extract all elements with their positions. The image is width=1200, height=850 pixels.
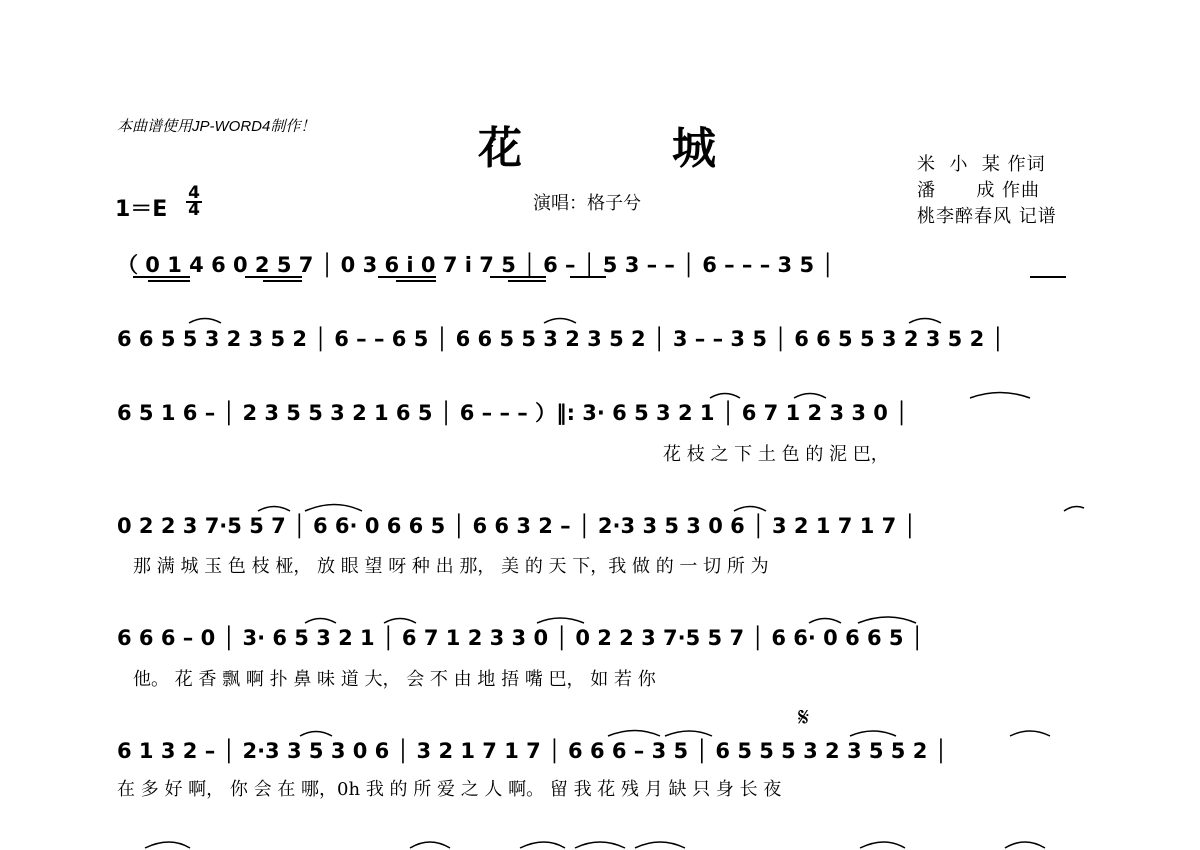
time-signature-bottom: 4: [188, 200, 200, 220]
key-label: 1＝E: [115, 197, 168, 222]
composer-credit: 潘 成 作曲: [917, 180, 1041, 201]
segno-sign: 𝄋: [798, 703, 810, 733]
score-row-lyrics: 在 多 好 啊， 你 会 在 哪，0h 我 的 所 爱 之 人 啊。 留 我 花 残 月 缺 只 身 长 夜: [117, 779, 782, 800]
software-note: 本曲谱使用JP-WORD4制作！: [117, 118, 316, 135]
song-title-char-2: 城: [672, 123, 716, 174]
score-row-notes: 6 1 3 2 – │ 2·3 3 5 3 0 6 │ 3 2 1 7 1 7 │ 6 6 6 – 3 5 │ 6 5 5 5 3 2 3 5 5 2 │: [117, 739, 948, 763]
score-row-notes: 6 5 1 6 – │ 2 3 5 5 3 2 1 6 5 │ 6 – – – ）‖: 3· 6 5 3 2 1 │ 6 7 1 2 3 3 0 │: [117, 401, 908, 425]
score-row-lyrics: 那 满 城 玉 色 枝 桠， 放 眼 望 呀 种 出 那， 美 的 天 下，我 做 的 一 切 所 为: [133, 556, 769, 577]
score-row-4: [117, 513, 916, 577]
score-row-3: [117, 400, 908, 465]
score-row-2: [117, 326, 1004, 352]
score-row-lyrics: 花 枝 之 下 土 色 的 泥 巴，: [663, 444, 889, 465]
score-row-notes: 6 6 5 5 3 2 3 5 2 │ 6 – – 6 5 │ 6 6 5 5 3 2 3 5 2 │ 3 – – 3 5 │ 6 6 5 5 3 2 3 5 2 │: [117, 327, 1005, 351]
score-row-notes: 0 2 2 3 7·5 5 7 │ 6 6· 0 6 6 5 │ 6 6 3 2 – │ 2·3 3 5 3 0 6 │ 3 2 1 7 1 7 │: [117, 514, 917, 538]
beam-lines: [133, 277, 1066, 281]
transcriber-credit: 桃李醉春风 记谱: [917, 206, 1057, 227]
slur-arcs: [145, 319, 1084, 849]
score-row-notes: （ 0 1 4 6 0 2 5 7 │ 0 3 6 i̇ 0 7 i̇ 7 5 │ 6 – │ 5 3 – – │ 6 – – – 3 5 │: [117, 253, 835, 277]
song-title-char-1: 花: [478, 123, 522, 174]
score-row-6: [117, 703, 947, 800]
singer-label: 演唱：格子兮: [533, 193, 641, 214]
score-row-lyrics: 他。 花 香 飘 啊 扑 鼻 味 道 大， 会 不 由 地 捂 嘴 巴， 如 若 你: [133, 669, 656, 690]
score-row-notes: 6 6 6 – 0 │ 3· 6 5 3 2 1 │ 6 7 1 2 3 3 0 │ 0 2 2 3 7·5 5 7 │ 6 6· 0 6 6 5 │: [117, 626, 924, 650]
score-row-5: [117, 625, 924, 690]
lyricist-credit: 米 小 某 作词: [917, 154, 1046, 175]
time-signature-top: 4: [188, 183, 200, 203]
